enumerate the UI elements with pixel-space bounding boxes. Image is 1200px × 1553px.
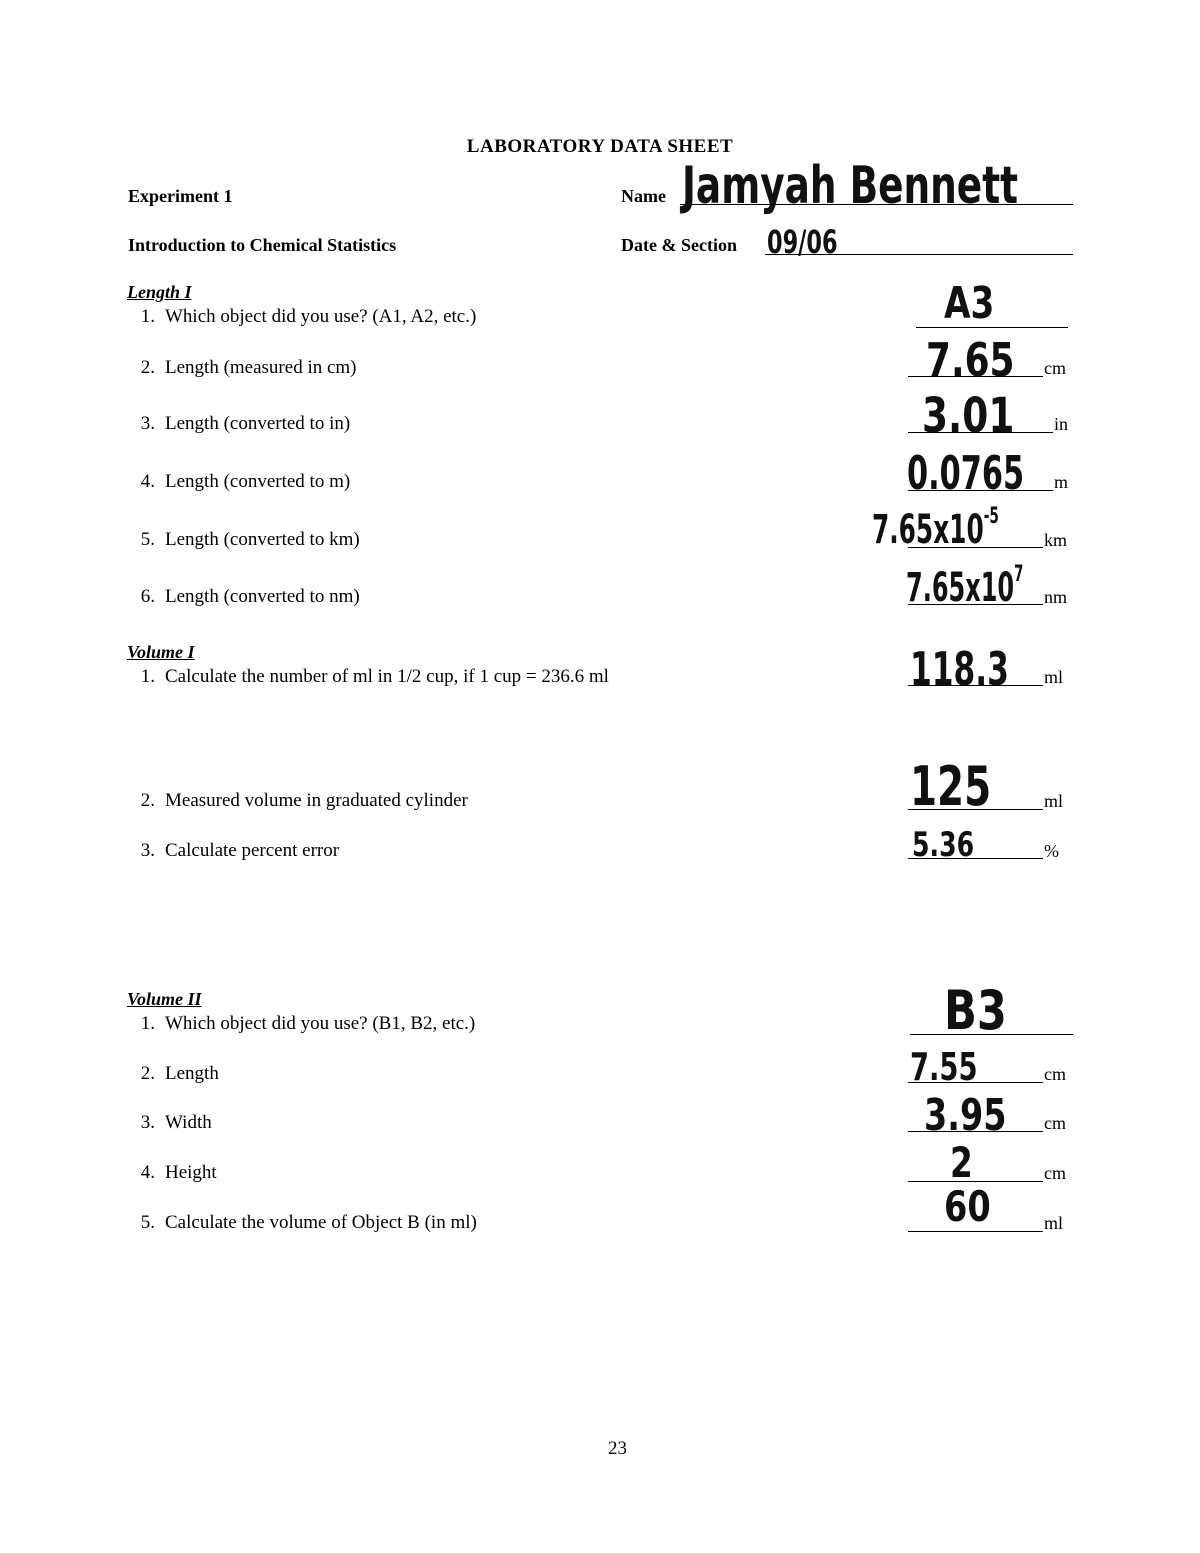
unit-label: nm (1044, 587, 1068, 607)
question-length-3: 3. Length (converted to in) (140, 413, 351, 434)
question-volume2-2: 2. Length (140, 1063, 219, 1084)
unit-label: ml (1044, 667, 1064, 687)
question-volume2-3: 3. Width (140, 1112, 212, 1133)
handwritten-answer: $7.65x10^{-5}$ (872, 504, 999, 553)
handwritten-answer: $7.65x10^7$ (906, 562, 1024, 611)
unit-label: ml (1044, 791, 1064, 811)
question-length-4: 4. Length (converted to m) (140, 471, 351, 492)
section-heading-length-1: Length I (127, 282, 192, 302)
unit-label: cm (1044, 1064, 1066, 1084)
unit-label: km (1044, 530, 1068, 550)
question-volume1-1: 1. Calculate the number of ml in 1/2 cup, if 1 cup = 236.6 ml (140, 666, 609, 687)
unit-label: cm (1044, 1113, 1066, 1133)
question-volume2-1: 1. Which object did you use? (B1, B2, etc.) (140, 1013, 476, 1034)
question-volume1-3: 3. Calculate percent error (140, 840, 340, 861)
handwritten-answer: 7.65 (926, 333, 1015, 387)
unit-label: in (1054, 414, 1069, 434)
handwritten-answer: 7.55 (910, 1045, 978, 1089)
handwritten-answer: A3 (944, 278, 995, 329)
unit-label: cm (1044, 358, 1066, 378)
unit-label: m (1054, 472, 1069, 492)
date-section-label: Date & Section (621, 235, 737, 255)
question-volume1-2: 2. Measured volume in graduated cylinder (140, 790, 468, 811)
unit-label: ml (1044, 1213, 1064, 1233)
unit-label: cm (1044, 1163, 1066, 1183)
handwritten-answer: 3.95 (924, 1090, 1007, 1141)
handwritten-answer: 60 (944, 1182, 991, 1231)
date-section-value: 09/06 (767, 223, 838, 261)
question-length-6: 6. Length (converted to nm) (140, 586, 360, 607)
handwritten-answer: 125 (910, 755, 992, 818)
section-heading-volume-1: Volume I (127, 642, 195, 662)
page-title: LABORATORY DATA SHEET (466, 136, 734, 157)
page-number: 23 (608, 1438, 627, 1459)
name-value: Jamyah Bennett (682, 156, 1018, 216)
question-volume2-4: 4. Height (140, 1162, 217, 1183)
experiment-label: Experiment 1 (128, 186, 233, 206)
question-length-2: 2. Length (measured in cm) (140, 357, 357, 378)
handwritten-answer: 3.01 (922, 388, 1015, 444)
unit-label: % (1044, 841, 1059, 861)
question-length-1: 1. Which object did you use? (A1, A2, etc.) (140, 306, 477, 327)
section-heading-volume-2: Volume II (127, 989, 202, 1009)
question-volume2-5: 5. Calculate the volume of Object B (in ml) (140, 1212, 477, 1233)
experiment-subtitle: Introduction to Chemical Statistics (128, 235, 397, 255)
name-label: Name (621, 186, 666, 206)
handwritten-answer: 2 (950, 1138, 973, 1187)
handwritten-answer: 0.0765 (907, 446, 1025, 500)
handwritten-answer: 118.3 (910, 642, 1009, 696)
question-length-5: 5. Length (converted to km) (140, 529, 360, 550)
handwritten-answer: 5.36 (912, 825, 975, 865)
answer-line (908, 1231, 1043, 1232)
handwritten-answer: B3 (944, 979, 1007, 1042)
